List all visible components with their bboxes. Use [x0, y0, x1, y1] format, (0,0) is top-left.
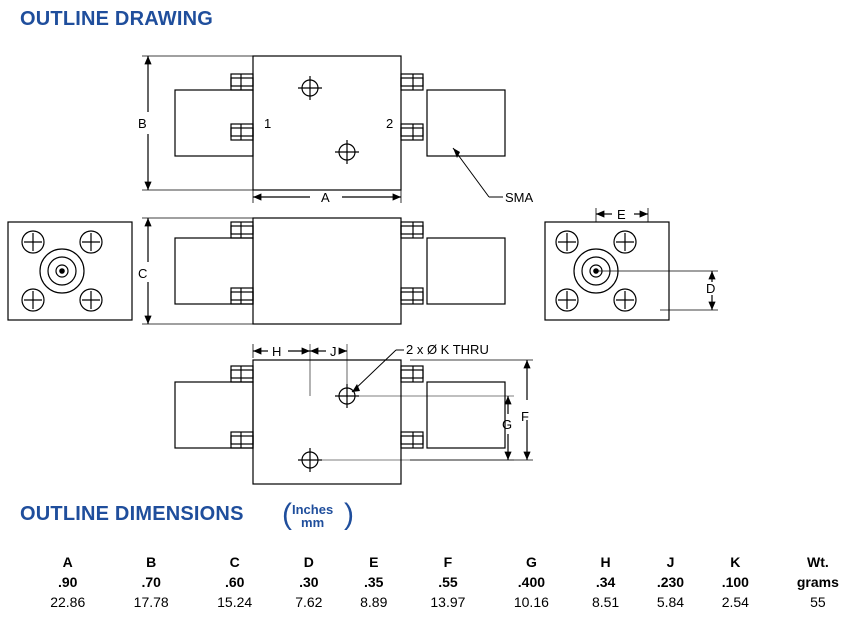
table-cell-inches-b: .70	[141, 574, 161, 590]
table-header-j: J	[666, 554, 675, 570]
dimension-table	[0, 552, 868, 612]
table-cell-inches-d: .30	[299, 574, 319, 590]
left-end-view	[8, 222, 132, 320]
table-row-inches	[0, 572, 868, 592]
table-row-header	[0, 552, 868, 572]
paren-left: (	[282, 498, 292, 531]
table-cell-mm-c: 15.24	[217, 594, 253, 610]
table-cell-inches-k: .100	[721, 574, 749, 590]
label-dim-h: H	[272, 344, 282, 359]
table-cell-weight-value: 55	[810, 594, 826, 610]
table-header-wt: Wt.	[807, 554, 829, 570]
table-header-b: B	[146, 554, 157, 570]
table-cell-mm-f: 13.97	[430, 594, 466, 610]
table-cell-inches-e: .35	[364, 574, 384, 590]
table-header-a: A	[62, 554, 73, 570]
label-dim-g: G	[502, 417, 513, 432]
table-cell-inches-g: .400	[517, 574, 546, 590]
units-mm-label: mm	[301, 515, 325, 530]
label-dim-d: D	[706, 281, 716, 296]
table-cell-inches-a: .90	[58, 574, 78, 590]
units-inches-label: Inches	[292, 502, 334, 517]
table-header-f: F	[443, 554, 453, 570]
table-cell-mm-b: 17.78	[133, 594, 169, 610]
table-header-k: K	[730, 554, 741, 570]
table-header-e: E	[369, 554, 379, 570]
table-cell-mm-e: 8.89	[360, 594, 388, 610]
table-cell-mm-g: 10.16	[513, 594, 549, 610]
label-dim-f: F	[521, 409, 529, 424]
label-dim-j: J	[330, 344, 337, 359]
paren-right: )	[344, 498, 354, 531]
label-dim-e: E	[617, 207, 626, 222]
table-header-d: D	[303, 554, 314, 570]
table-header-g: G	[525, 554, 537, 570]
units-legend	[282, 498, 354, 531]
label-dim-a: A	[321, 190, 330, 205]
side-view	[142, 218, 505, 324]
table-cell-spacer	[0, 552, 26, 572]
label-thru-hole-note: 2 x Ø K THRU	[406, 342, 489, 357]
table-cell-mm-a: 22.86	[50, 594, 86, 610]
table-cell-mm-j: 5.84	[656, 594, 685, 610]
table-cell-inches-c: .60	[224, 574, 245, 590]
top-view	[142, 56, 505, 203]
right-end-view	[545, 208, 718, 320]
label-sma-connector: SMA	[505, 190, 534, 205]
section-title-outline-dimensions: OUTLINE DIMENSIONS	[20, 503, 244, 525]
label-dim-b: B	[138, 116, 147, 131]
label-port-1: 1	[264, 116, 272, 131]
table-header-c: C	[229, 554, 240, 570]
table-cell-mm-h: 8.51	[591, 594, 620, 610]
bottom-view	[175, 344, 533, 484]
table-cell-mm-k: 2.54	[721, 594, 749, 610]
page-title-outline-drawing: OUTLINE DRAWING	[20, 8, 213, 30]
table-cell-spacer	[0, 572, 26, 592]
label-port-2: 2	[386, 116, 394, 131]
table-header-h: H	[600, 554, 611, 570]
table-cell-inches-h: .34	[595, 574, 616, 590]
table-cell-spacer	[0, 592, 26, 612]
table-cell-inches-j: .230	[656, 574, 685, 590]
table-cell-inches-f: .55	[438, 574, 458, 590]
label-dim-c: C	[138, 266, 148, 281]
table-cell-mm-d: 7.62	[295, 594, 323, 610]
table-row-mm	[0, 592, 868, 612]
table-cell-weight-unit: grams	[796, 574, 839, 590]
